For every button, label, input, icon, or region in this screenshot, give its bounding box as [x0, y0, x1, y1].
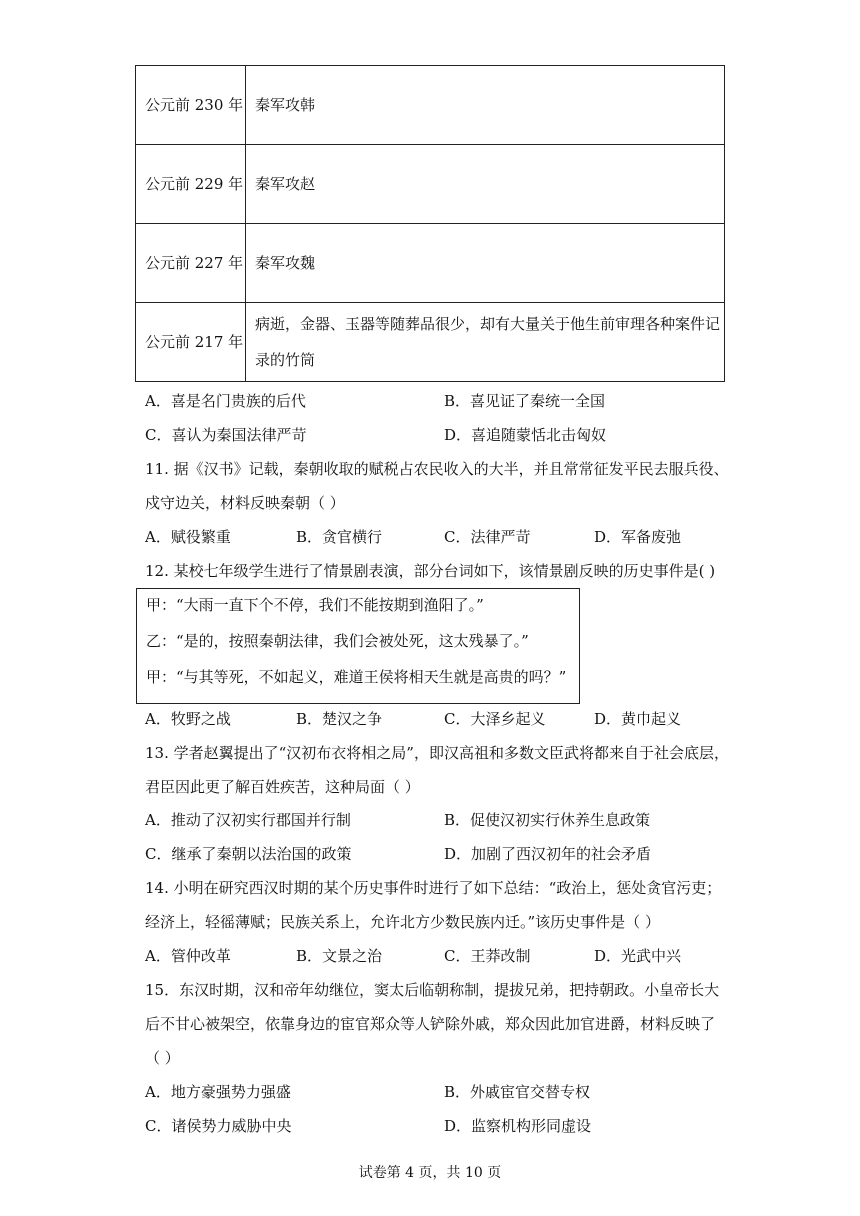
history-table — [135, 65, 725, 382]
table-row — [136, 224, 725, 303]
q15-stem-line1: 15．东汉时期，汉和帝年幼继位，窦太后临朝称制，提拔兄弟，把持朝政。小皇帝长大 — [145, 981, 720, 999]
q15-option-c[interactable]: C．诸侯势力威胁中央 — [145, 1117, 292, 1135]
q13-stem-line2: 君臣因此更了解百姓疾苦，这种局面（ ） — [145, 778, 420, 796]
q13-option-d[interactable]: D．加剧了西汉初年的社会矛盾 — [444, 845, 652, 863]
q15-stem-line2: 后不甘心被架空，依靠身边的宦官郑众等人铲除外戚，郑众因此加官进爵，材料反映了 — [145, 1015, 716, 1033]
dialogue-line: 乙：“是的，按照秦朝法律，我们会被处死，这太残暴了。” — [146, 632, 529, 650]
q14-option-c[interactable]: C．王莽改制 — [444, 947, 531, 965]
q11-stem-line1: 11. 据《汉书》记载，秦朝收取的赋税占农民收入的大半，并且常常征发平民去服兵役、 — [145, 460, 729, 478]
q15-option-d[interactable]: D．监察机构形同虚设 — [444, 1117, 592, 1135]
year-cell: 公元前 229 年 — [136, 145, 246, 224]
q14-option-d[interactable]: D．光武中兴 — [594, 947, 682, 965]
q10-option-c[interactable]: C．喜认为秦国法律严苛 — [145, 426, 307, 444]
q11-option-a[interactable]: A．赋役繁重 — [145, 528, 231, 546]
q13-option-b[interactable]: B．促使汉初实行休养生息政策 — [444, 811, 651, 829]
table-row — [136, 145, 725, 224]
q14-option-a[interactable]: A．管仲改革 — [145, 947, 231, 965]
q10-option-b[interactable]: B．喜见证了秦统一全国 — [444, 392, 606, 410]
page-footer: 试卷第 4 页，共 10 页 — [358, 1165, 502, 1181]
q10-option-a[interactable]: A．喜是名门贵族的后代 — [145, 392, 306, 410]
q12-option-d[interactable]: D．黄巾起义 — [594, 710, 682, 728]
q11-stem-line2: 戍守边关，材料反映秦朝（ ） — [145, 494, 345, 512]
q14-option-b[interactable]: B．文景之治 — [296, 947, 383, 965]
q12-option-b[interactable]: B．楚汉之争 — [296, 710, 383, 728]
table-row — [136, 303, 725, 382]
dialogue-line: 甲：“大雨一直下个不停，我们不能按期到渔阳了。” — [146, 596, 484, 614]
q10-option-d[interactable]: D．喜追随蒙恬北击匈奴 — [444, 426, 607, 444]
q12-option-c[interactable]: C．大泽乡起义 — [444, 710, 546, 728]
q15-option-a[interactable]: A．地方豪强势力强盛 — [145, 1083, 291, 1101]
year-cell: 公元前 227 年 — [136, 224, 246, 303]
q15-stem-line3: （ ） — [145, 1049, 180, 1067]
q11-option-c[interactable]: C．法律严苛 — [444, 528, 531, 546]
q11-option-d[interactable]: D．军备废弛 — [594, 528, 682, 546]
q15-option-b[interactable]: B．外戚宦官交替专权 — [444, 1083, 591, 1101]
q13-option-c[interactable]: C．继承了秦朝以法治国的政策 — [145, 845, 352, 863]
event-cell: 秦军攻赵 — [246, 145, 725, 224]
table-row — [136, 66, 725, 145]
event-cell: 秦军攻韩 — [246, 66, 725, 145]
q14-stem-line2: 经济上，轻徭薄赋；民族关系上，允许北方少数民族内迁。”该历史事件是（ ） — [145, 913, 660, 931]
q12-option-a[interactable]: A．牧野之战 — [145, 710, 231, 728]
q14-stem-line1: 14. 小明在研究西汉时期的某个历史事件时进行了如下总结：“政治上，惩处贪官污吏； — [145, 879, 722, 897]
q13-option-a[interactable]: A．推动了汉初实行郡国并行制 — [145, 811, 351, 829]
event-cell: 秦军攻魏 — [246, 224, 725, 303]
year-cell: 公元前 230 年 — [136, 66, 246, 145]
q11-option-b[interactable]: B．贪官横行 — [296, 528, 383, 546]
dialogue-line: 甲：“与其等死，不如起义，难道王侯将相天生就是高贵的吗？” — [146, 668, 567, 686]
year-cell: 公元前 217 年 — [136, 303, 246, 382]
q13-stem-line1: 13. 学者赵翼提出了“汉初布衣将相之局”，即汉高祖和多数文臣武将都来自于社会底层， — [145, 744, 729, 762]
q12-stem-line1: 12. 某校七年级学生进行了情景剧表演，部分台词如下，该情景剧反映的历史事件是( ) — [145, 562, 716, 580]
dialogue-box — [136, 588, 580, 704]
event-cell: 病逝，金器、玉器等随葬品很少，却有大量关于他生前审理各种案件记录的竹筒 — [246, 303, 725, 382]
